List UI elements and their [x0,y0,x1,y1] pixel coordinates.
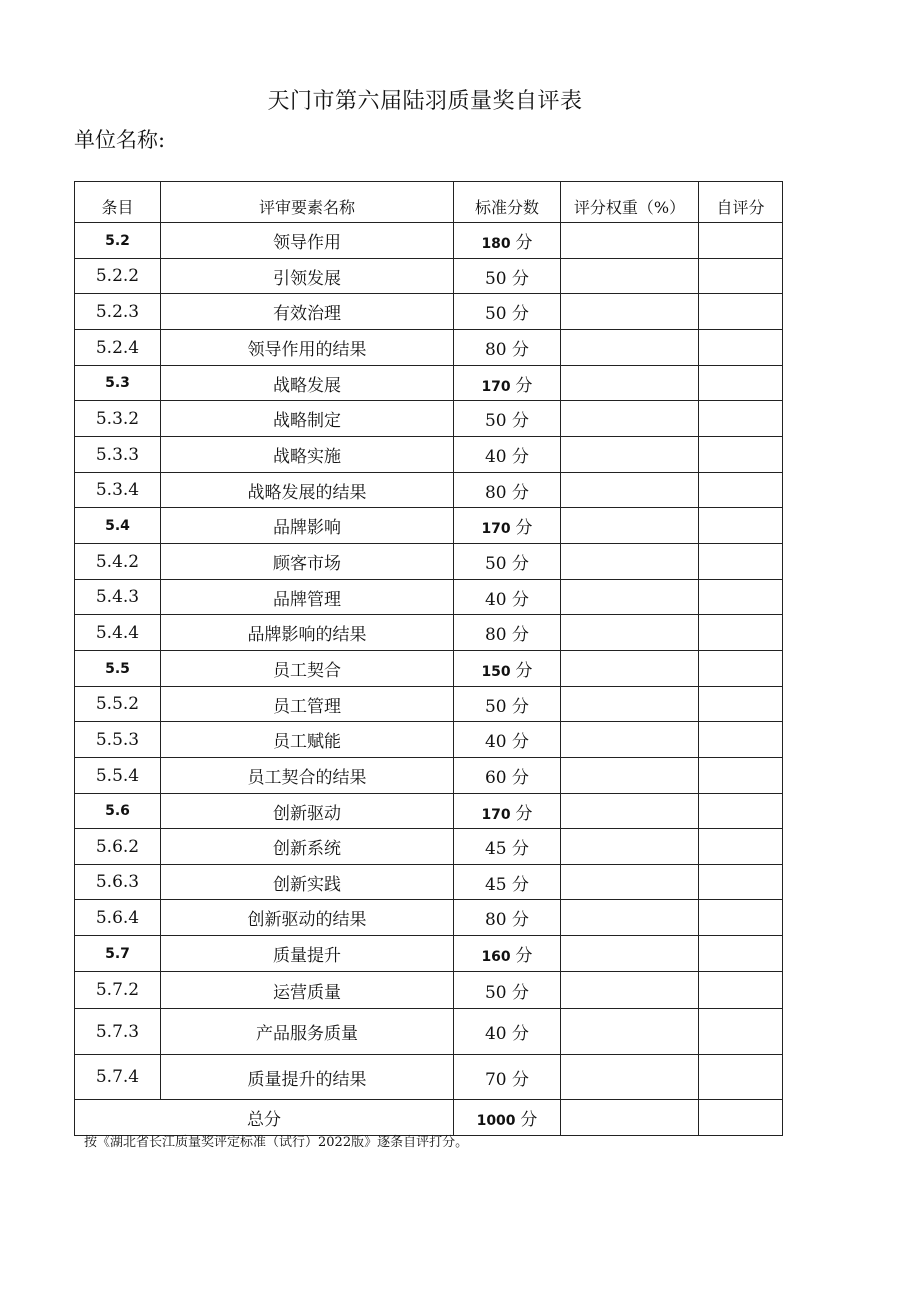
table-row [75,330,783,366]
item-number: 5.3.3 [75,437,161,473]
standard-score: 40 分 [454,1009,561,1055]
self-score-cell[interactable] [699,366,783,401]
element-name: 顾客市场 [161,544,454,580]
standard-score: 45 分 [454,829,561,865]
self-score-cell[interactable] [699,508,783,544]
item-number: 5.2.2 [75,259,161,294]
element-name: 运营质量 [161,972,454,1009]
item-number: 5.4.3 [75,580,161,615]
table-row [75,900,783,936]
item-number: 5.3.2 [75,401,161,437]
element-name: 战略发展的结果 [161,473,454,508]
table-row [75,544,783,580]
table-row [75,294,783,330]
weight-cell[interactable] [561,437,699,473]
total-weight-cell[interactable] [561,1100,699,1136]
self-score-cell[interactable] [699,330,783,366]
item-number: 5.7.2 [75,972,161,1009]
item-number: 5.6 [75,794,161,829]
standard-score: 50 分 [454,259,561,294]
total-label: 总分 [75,1100,454,1136]
weight-cell[interactable] [561,722,699,758]
self-score-cell[interactable] [699,687,783,722]
standard-score: 80 分 [454,615,561,651]
standard-score: 170 分 [454,508,561,544]
standard-score: 70 分 [454,1055,561,1100]
element-name: 创新驱动的结果 [161,900,454,936]
element-name: 员工契合的结果 [161,758,454,794]
self-evaluation-table [74,181,783,1136]
self-score-cell[interactable] [699,722,783,758]
header-standard-score: 标准分数 [454,182,561,223]
self-score-cell[interactable] [699,437,783,473]
item-number: 5.6.4 [75,900,161,936]
item-number: 5.7 [75,936,161,972]
table-row [75,829,783,865]
weight-cell[interactable] [561,580,699,615]
self-score-cell[interactable] [699,972,783,1009]
header-weight: 评分权重（%） [561,182,699,223]
item-number: 5.3 [75,366,161,401]
footnote: 按《湖北省长江质量奖评定标准（试行）2022版》逐条自评打分。 [84,1135,469,1150]
item-number: 5.6.3 [75,865,161,900]
header-row [75,182,783,223]
table-row [75,865,783,900]
self-score-cell[interactable] [699,259,783,294]
element-name: 创新实践 [161,865,454,900]
item-number: 5.2 [75,223,161,259]
weight-cell[interactable] [561,473,699,508]
self-score-cell[interactable] [699,1009,783,1055]
self-score-cell[interactable] [699,651,783,687]
weight-cell[interactable] [561,330,699,366]
weight-cell[interactable] [561,972,699,1009]
element-name: 员工契合 [161,651,454,687]
element-name: 品牌影响 [161,508,454,544]
element-name: 品牌影响的结果 [161,615,454,651]
element-name: 引领发展 [161,259,454,294]
standard-score: 50 分 [454,294,561,330]
weight-cell[interactable] [561,615,699,651]
table-row [75,259,783,294]
table-row [75,366,783,401]
table-row [75,437,783,473]
standard-score: 80 分 [454,473,561,508]
weight-cell[interactable] [561,865,699,900]
standard-score: 150 分 [454,651,561,687]
table-row [75,223,783,259]
self-score-cell[interactable] [699,580,783,615]
standard-score: 170 分 [454,794,561,829]
element-name: 领导作用的结果 [161,330,454,366]
table-row [75,722,783,758]
element-name: 员工管理 [161,687,454,722]
page-title: 天门市第六届陆羽质量奖自评表 [267,89,583,114]
self-score-cell[interactable] [699,865,783,900]
element-name: 领导作用 [161,223,454,259]
weight-cell[interactable] [561,687,699,722]
weight-cell[interactable] [561,900,699,936]
item-number: 5.5 [75,651,161,687]
item-number: 5.6.2 [75,829,161,865]
self-score-cell[interactable] [699,1055,783,1100]
standard-score: 50 分 [454,544,561,580]
table-row [75,936,783,972]
standard-score: 170 分 [454,366,561,401]
element-name: 创新系统 [161,829,454,865]
standard-score: 180 分 [454,223,561,259]
total-self-score-cell[interactable] [699,1100,783,1136]
self-score-cell[interactable] [699,223,783,259]
weight-cell[interactable] [561,366,699,401]
standard-score: 80 分 [454,330,561,366]
self-score-cell[interactable] [699,794,783,829]
weight-cell[interactable] [561,401,699,437]
standard-score: 160 分 [454,936,561,972]
weight-cell[interactable] [561,294,699,330]
table-row [75,687,783,722]
weight-cell[interactable] [561,223,699,259]
weight-cell[interactable] [561,508,699,544]
self-score-cell[interactable] [699,900,783,936]
table-row [75,401,783,437]
element-name: 品牌管理 [161,580,454,615]
standard-score: 80 分 [454,900,561,936]
element-name: 质量提升 [161,936,454,972]
item-number: 5.7.3 [75,1009,161,1055]
header-item: 条目 [75,182,161,223]
table-row [75,758,783,794]
item-number: 5.5.3 [75,722,161,758]
item-number: 5.2.4 [75,330,161,366]
weight-cell[interactable] [561,259,699,294]
table-row [75,615,783,651]
element-name: 战略制定 [161,401,454,437]
item-number: 5.4.4 [75,615,161,651]
item-number: 5.5.4 [75,758,161,794]
item-number: 5.7.4 [75,1055,161,1100]
weight-cell[interactable] [561,544,699,580]
element-name: 员工赋能 [161,722,454,758]
standard-score: 50 分 [454,972,561,1009]
weight-cell[interactable] [561,758,699,794]
weight-cell[interactable] [561,1009,699,1055]
self-score-cell[interactable] [699,401,783,437]
table-row [75,794,783,829]
table-row [75,508,783,544]
element-name: 有效治理 [161,294,454,330]
self-score-cell[interactable] [699,615,783,651]
element-name: 战略发展 [161,366,454,401]
table-row [75,972,783,1009]
weight-cell[interactable] [561,651,699,687]
weight-cell[interactable] [561,936,699,972]
self-score-cell[interactable] [699,758,783,794]
element-name: 战略实施 [161,437,454,473]
standard-score: 40 分 [454,722,561,758]
item-number: 5.4 [75,508,161,544]
standard-score: 40 分 [454,580,561,615]
table-row [75,473,783,508]
weight-cell[interactable] [561,1055,699,1100]
item-number: 5.4.2 [75,544,161,580]
standard-score: 60 分 [454,758,561,794]
table-row [75,1055,783,1100]
self-score-cell[interactable] [699,473,783,508]
standard-score: 45 分 [454,865,561,900]
standard-score: 40 分 [454,437,561,473]
self-score-cell[interactable] [699,829,783,865]
weight-cell[interactable] [561,794,699,829]
header-element-name: 评审要素名称 [161,182,454,223]
total-score: 1000 分 [454,1100,561,1136]
standard-score: 50 分 [454,687,561,722]
table-row [75,1009,783,1055]
element-name: 质量提升的结果 [161,1055,454,1100]
item-number: 5.3.4 [75,473,161,508]
weight-cell[interactable] [561,829,699,865]
self-score-cell[interactable] [699,544,783,580]
element-name: 产品服务质量 [161,1009,454,1055]
standard-score: 50 分 [454,401,561,437]
unit-name-label: 单位名称: [74,128,166,152]
table-row [75,651,783,687]
self-score-cell[interactable] [699,936,783,972]
self-score-cell[interactable] [699,294,783,330]
item-number: 5.5.2 [75,687,161,722]
table-row [75,580,783,615]
header-self-score: 自评分 [699,182,783,223]
element-name: 创新驱动 [161,794,454,829]
item-number: 5.2.3 [75,294,161,330]
